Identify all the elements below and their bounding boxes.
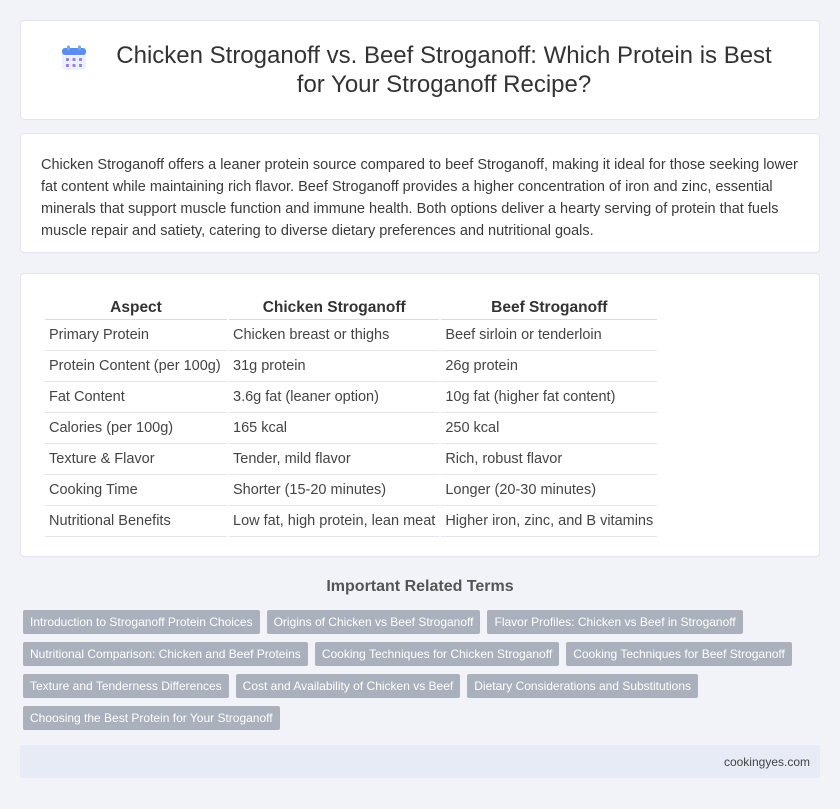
cell-beef: Rich, robust flavor (441, 444, 657, 475)
cell-aspect: Nutritional Benefits (45, 506, 227, 537)
footer-site[interactable]: cookingyes.com (723, 754, 810, 769)
related-tag[interactable]: Choosing the Best Protein for Your Stroganoff (23, 706, 280, 730)
table-header-row (45, 296, 657, 320)
summary-text: Chicken Stroganoff offers a leaner protein source compared to beef Stroganoff, making it ideal for those seeking lower fat content while maintaining rich flavor. Beef Stroganoff provides a higher concentration of iron and zinc, essential minerals that support muscle function and immune health. Both options deliver a hearty serving of protein that fuels muscle repair and satiety, catering to diverse dietary preferences and nutritional goals. (41, 157, 798, 239)
table-row (45, 506, 657, 537)
cell-aspect: Fat Content (45, 382, 227, 413)
related-tag[interactable]: Cooking Techniques for Beef Stroganoff (566, 642, 792, 666)
related-tag[interactable]: Texture and Tenderness Differences (23, 674, 229, 698)
related-tag[interactable]: Introduction to Stroganoff Protein Choices (23, 610, 260, 634)
header-aspect: Aspect (45, 296, 227, 320)
related-tag[interactable]: Nutritional Comparison: Chicken and Beef Proteins (23, 642, 308, 666)
table-row (45, 413, 657, 444)
cell-beef: Longer (20-30 minutes) (441, 475, 657, 506)
cell-aspect: Calories (per 100g) (45, 413, 227, 444)
cell-beef: 250 kcal (441, 413, 657, 444)
related-tag[interactable]: Dietary Considerations and Substitutions (467, 674, 698, 698)
title-wrap (21, 41, 819, 99)
calendar-icon (61, 45, 87, 71)
cell-chicken: 31g protein (229, 351, 439, 382)
cell-chicken: Tender, mild flavor (229, 444, 439, 475)
comparison-table (43, 296, 659, 537)
table-row (45, 382, 657, 413)
related-terms-title: Important Related Terms (326, 578, 514, 595)
cell-aspect: Cooking Time (45, 475, 227, 506)
title-card (20, 20, 820, 120)
cell-chicken: 165 kcal (229, 413, 439, 444)
cell-aspect: Primary Protein (45, 320, 227, 351)
related-tag[interactable]: Flavor Profiles: Chicken vs Beef in Stroganoff (487, 610, 742, 634)
header-beef: Beef Stroganoff (441, 296, 657, 320)
table-card (20, 273, 820, 557)
cell-aspect: Protein Content (per 100g) (45, 351, 227, 382)
summary-card (20, 133, 820, 253)
cell-aspect: Texture & Flavor (45, 444, 227, 475)
cell-chicken: Low fat, high protein, lean meat (229, 506, 439, 537)
table-row (45, 320, 657, 351)
cell-beef: 10g fat (higher fat content) (441, 382, 657, 413)
cell-beef: Beef sirloin or tenderloin (441, 320, 657, 351)
page-title: Chicken Stroganoff vs. Beef Stroganoff: Which Protein is Best for Your Stroganoff Recipe? (116, 42, 772, 98)
header-chicken: Chicken Stroganoff (229, 296, 439, 320)
cell-chicken: Shorter (15-20 minutes) (229, 475, 439, 506)
table-row (45, 351, 657, 382)
related-tag[interactable]: Origins of Chicken vs Beef Stroganoff (267, 610, 481, 634)
cell-chicken: Chicken breast or thighs (229, 320, 439, 351)
cell-beef: Higher iron, zinc, and B vitamins (441, 506, 657, 537)
footer (20, 745, 820, 778)
cell-beef: 26g protein (441, 351, 657, 382)
table-row (45, 475, 657, 506)
table-row (45, 444, 657, 475)
cell-chicken: 3.6g fat (leaner option) (229, 382, 439, 413)
related-tag[interactable]: Cost and Availability of Chicken vs Beef (236, 674, 461, 698)
related-tags (23, 610, 823, 730)
related-tag[interactable]: Cooking Techniques for Chicken Stroganoff (315, 642, 559, 666)
